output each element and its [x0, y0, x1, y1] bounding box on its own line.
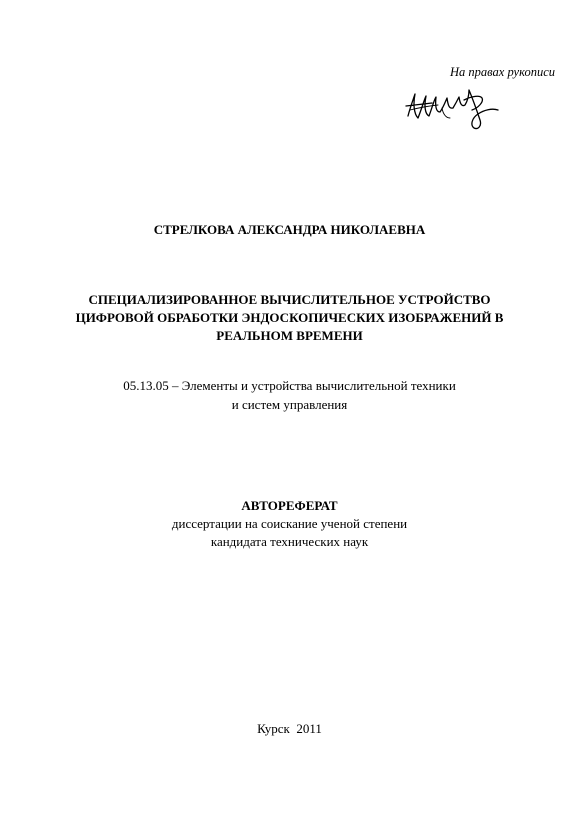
dissertation-title — [40, 291, 539, 345]
title-line: СПЕЦИАЛИЗИРОВАННОЕ ВЫЧИСЛИТЕЛЬНОЕ УСТРОЙСТВО — [88, 292, 491, 307]
specialty-line: 05.13.05 – Элементы и устройства вычислительной техники — [123, 378, 456, 393]
abstract-line: диссертации на соискание ученой степени — [171, 516, 408, 531]
specialty-code — [0, 376, 579, 414]
title-line: ЦИФРОВОЙ ОБРАБОТКИ ЭНДОСКОПИЧЕСКИХ ИЗОБРАЖЕНИЙ В — [75, 310, 504, 325]
place-and-year: Курск 2011 — [257, 721, 322, 736]
specialty-line: и систем управления — [231, 397, 348, 412]
abstract-line: кандидата технических наук — [210, 534, 369, 549]
abstract-description — [0, 515, 579, 551]
title-line: РЕАЛЬНОМ ВРЕМЕНИ — [216, 328, 363, 343]
signature-image — [402, 78, 512, 134]
author-name: СТРЕЛКОВА АЛЕКСАНДРА НИКОЛАЕВНА — [153, 222, 426, 237]
rights-note: На правах рукописи — [450, 65, 555, 79]
abstract-heading: АВТОРЕФЕРАТ — [241, 498, 338, 513]
